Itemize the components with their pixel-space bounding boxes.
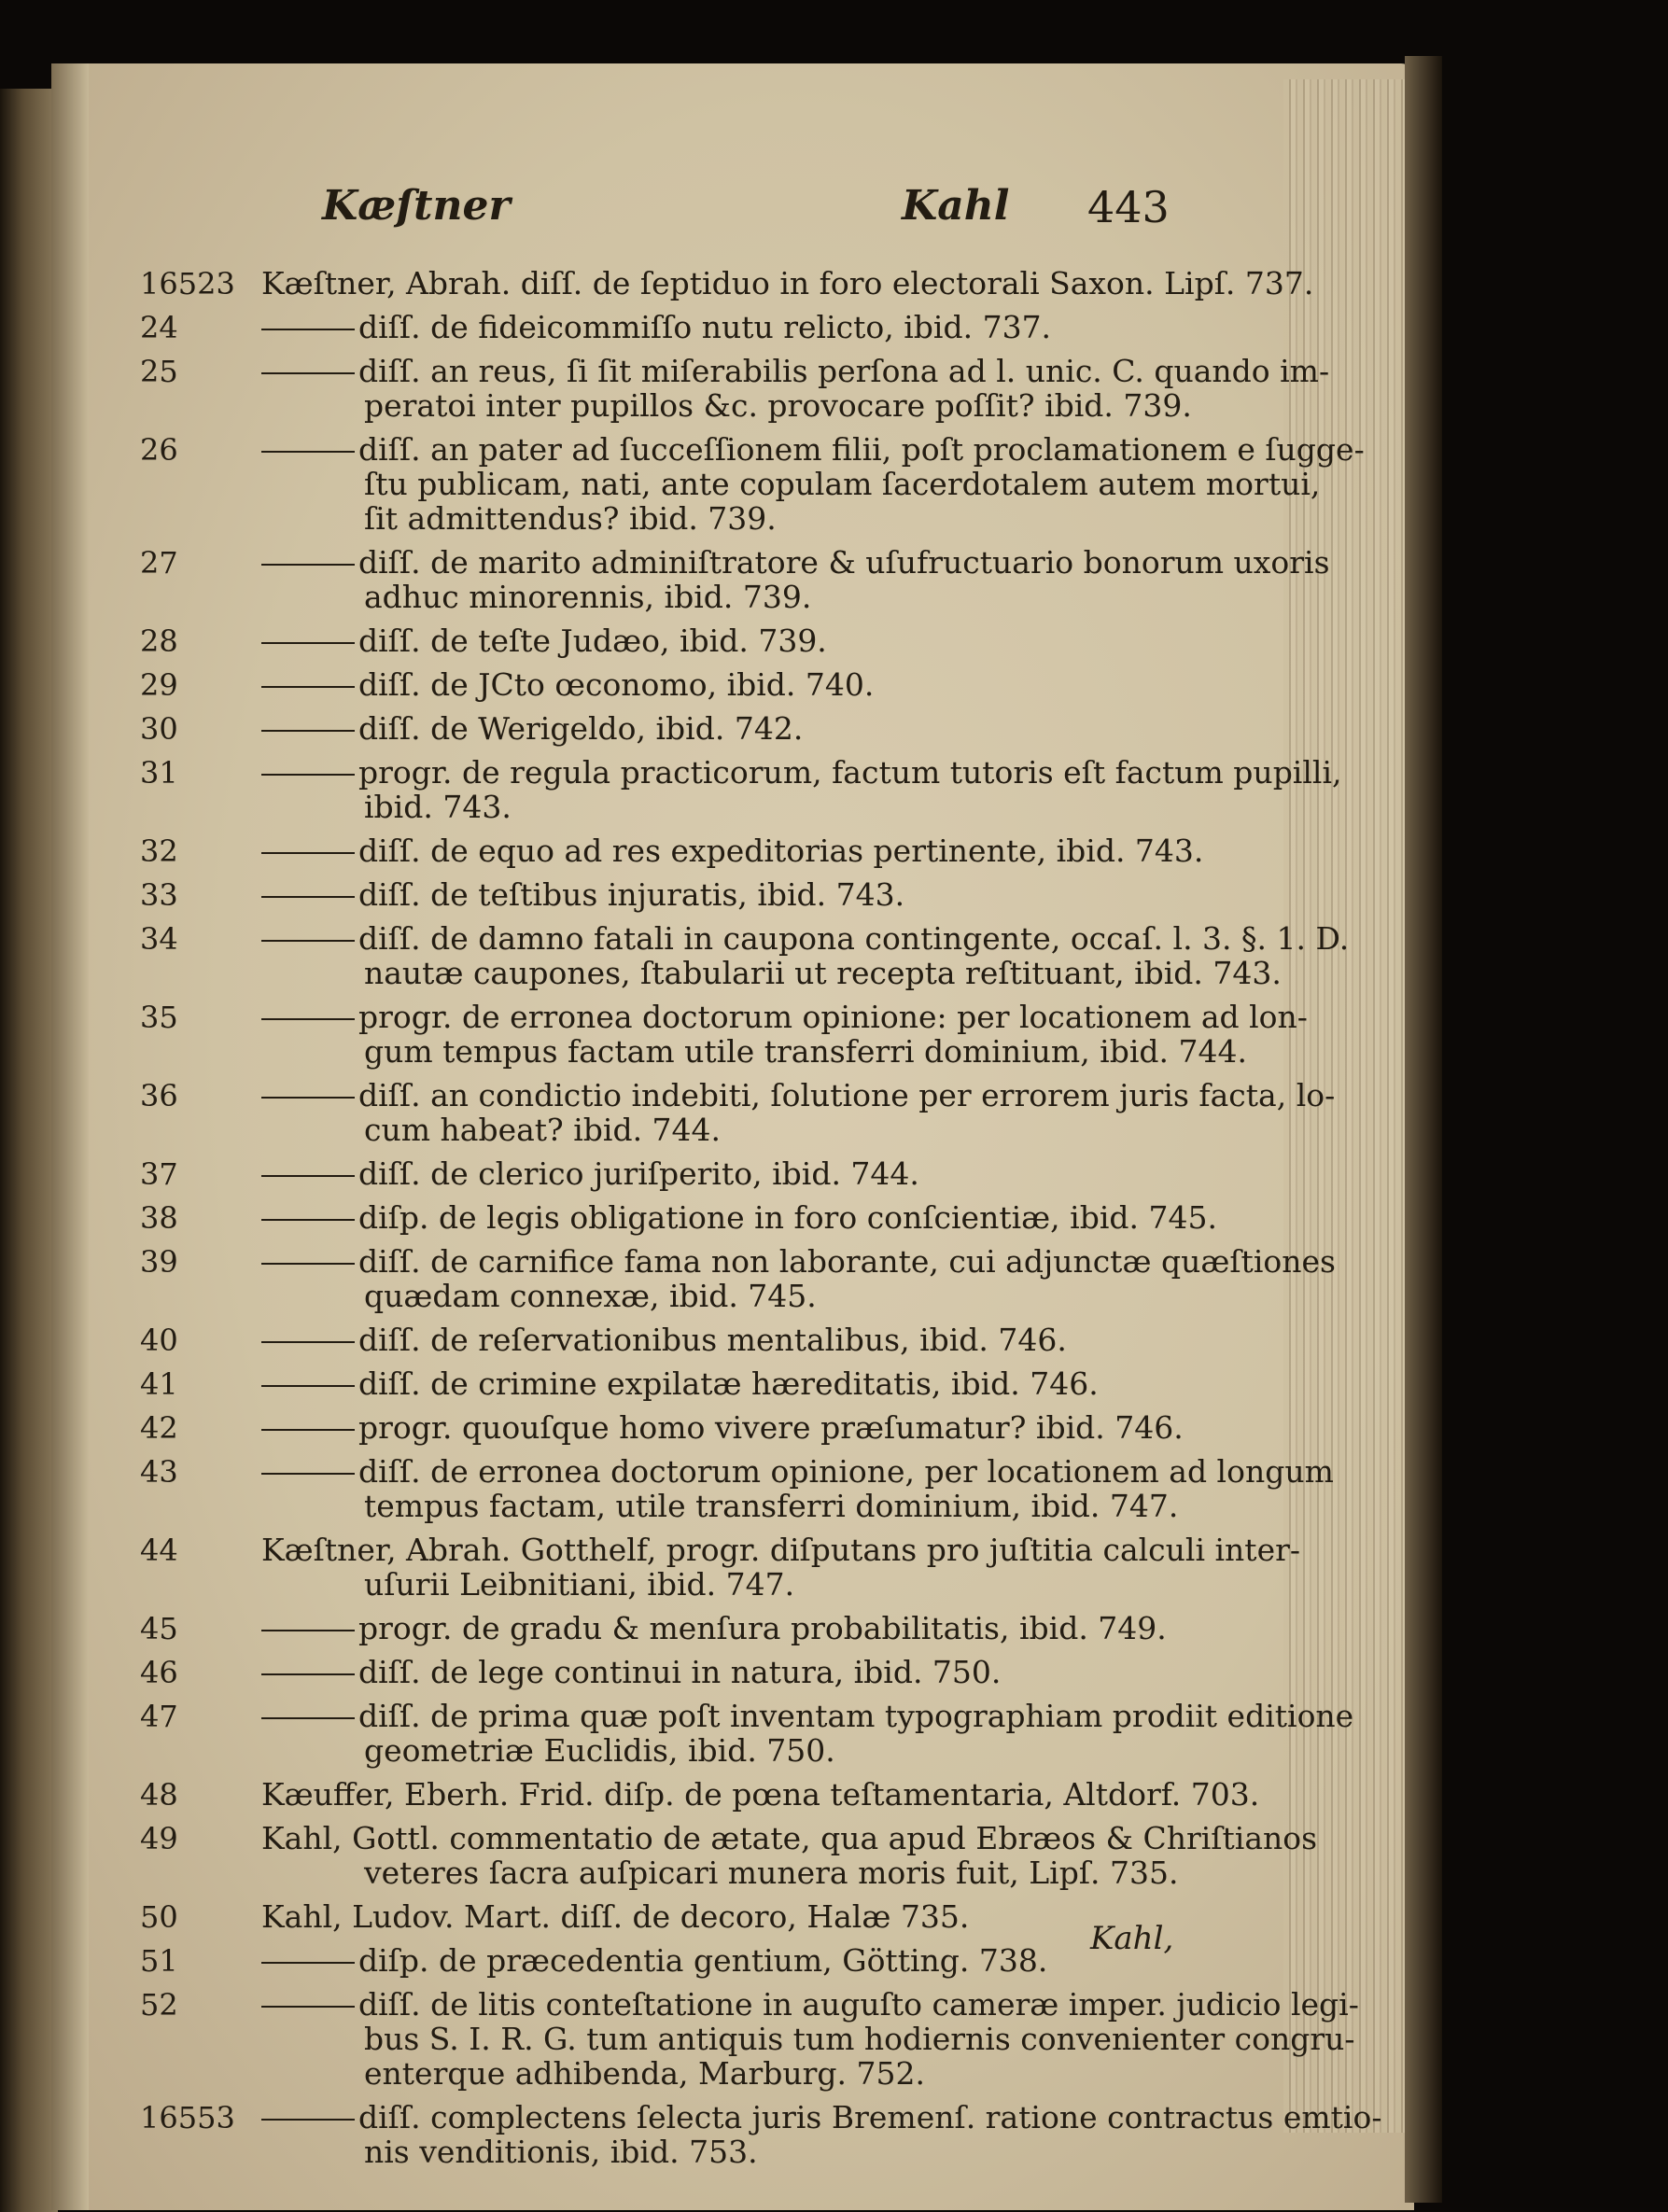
entry-line (261, 623, 827, 658)
entry-number: 30 (140, 711, 178, 747)
entry-line (261, 432, 1365, 467)
entry-text: Kahl, Gottl. commentatio de ætate, qua apud Ebræos & Chriſtianos (261, 1820, 1318, 1856)
entry-text: progr. de regula practicorum, factum tutoris eſt factum pupilli, (358, 754, 1342, 791)
entry-number: 41 (140, 1366, 178, 1402)
entry-line (261, 1943, 1047, 1978)
entry-text: uſurii Leibnitiani, ibid. 747. (364, 1566, 795, 1603)
entry-line (261, 1454, 1334, 1489)
entry-line (261, 1987, 1359, 2022)
ditto-dash (261, 1341, 355, 1343)
entry-line (261, 1899, 969, 1934)
entry-number: 25 (140, 354, 178, 389)
entry-line (261, 667, 874, 702)
ditto-dash (261, 730, 355, 732)
page-number: 443 (1087, 182, 1170, 232)
ditto-dash (261, 642, 355, 644)
entry-line (364, 956, 1282, 990)
entry-line (261, 1533, 1300, 1567)
entry-number: 37 (140, 1156, 178, 1192)
entry-text: diſſ. de damno fatali in caupona contingente, occaſ. l. 3. §. 1. D. (358, 920, 1350, 957)
ditto-dash (261, 940, 355, 942)
entry-line (364, 1034, 1247, 1069)
entry-number: 38 (140, 1200, 178, 1236)
entry-line (261, 1000, 1308, 1034)
book-edge-shadow (1405, 56, 1442, 2203)
ditto-dash (261, 686, 355, 688)
entry-text: diſp. de præcedentia gentium, Götting. 738. (358, 1942, 1048, 1979)
ditto-dash (261, 1175, 355, 1177)
ditto-dash (261, 1097, 355, 1099)
entry-line (364, 501, 777, 536)
entry-text: Kæſtner, Abrah. Gotthelf, progr. diſputans pro juſtitia calculi inter- (261, 1532, 1301, 1568)
entry-number: 29 (140, 667, 178, 703)
entry-text: diſſ. de teſtibus injuratis, ibid. 743. (358, 876, 905, 913)
entry-line (364, 2056, 925, 2091)
ditto-dash (261, 1630, 355, 1631)
entry-text: nis venditionis, ibid. 753. (364, 2134, 758, 2170)
entry-text: nautæ caupones, ſtabularii ut recepta reſtituant, ibid. 743. (364, 955, 1282, 991)
entry-line (261, 1410, 1184, 1445)
entry-line (261, 877, 904, 912)
ditto-dash (261, 1429, 355, 1431)
ditto-dash (261, 1962, 355, 1964)
entry-number: 28 (140, 623, 178, 659)
ditto-dash (261, 852, 355, 854)
entry-text: enterque adhibenda, Marburg. 752. (364, 2055, 926, 2092)
entry-number: 16523 (140, 266, 235, 301)
entry-line (261, 1821, 1317, 1855)
entry-number: 33 (140, 877, 178, 913)
entry-line (261, 711, 803, 746)
entry-line (261, 1611, 1167, 1645)
ditto-dash (261, 372, 355, 374)
entry-number: 50 (140, 1899, 178, 1935)
entry-text: diſp. de legis obligatione in foro conſcientiæ, ibid. 745. (358, 1199, 1217, 1236)
entry-number: 39 (140, 1244, 178, 1280)
entry-text: diſſ. an condictio indebiti, ſolutione per errorem juris facta, lo- (358, 1077, 1336, 1113)
entry-number: 48 (140, 1777, 178, 1813)
entry-line (364, 1733, 835, 1768)
entry-text: veteres ſacra auſpicari munera moris fuit, Lipſ. 735. (364, 1855, 1179, 1891)
entry-line (261, 833, 1203, 868)
entry-number: 26 (140, 432, 178, 468)
entry-line (261, 354, 1329, 388)
entry-number: 32 (140, 833, 178, 869)
entry-text: bus S. I. R. G. tum antiquis tum hodiernis convenienter congru- (364, 2021, 1355, 2057)
entry-line (364, 1113, 721, 1147)
entry-text: progr. de gradu & menſura probabilitatis, ibid. 749. (358, 1610, 1167, 1646)
entry-number: 31 (140, 755, 178, 791)
entry-number: 35 (140, 1000, 178, 1035)
entry-text: adhuc minorennis, ibid. 739. (364, 579, 812, 615)
ditto-dash (261, 1473, 355, 1475)
entry-text: diſſ. an pater ad ſucceſſionem filii, poſt proclamationem e ſugge- (358, 431, 1365, 468)
page-gutter (51, 63, 89, 2210)
running-head-middle: Kahl (902, 182, 1010, 230)
ditto-dash (261, 329, 355, 330)
ditto-dash (261, 1219, 355, 1221)
entry-line (261, 545, 1330, 580)
ditto-dash (261, 2119, 355, 2121)
entry-text: diſſ. de reſervationibus mentalibus, ibid. 746. (358, 1322, 1067, 1358)
entry-text: diſſ. de marito adminiſtratore & uſufructuario bonorum uxoris (358, 544, 1330, 581)
entry-number: 44 (140, 1533, 178, 1568)
entry-line (261, 266, 1313, 301)
entry-number: 51 (140, 1943, 178, 1979)
entry-line (261, 755, 1342, 790)
entry-text: ibid. 743. (364, 789, 512, 825)
entry-number: 34 (140, 921, 178, 957)
entry-line (261, 921, 1349, 956)
entry-line (364, 2135, 758, 2169)
entry-number: 24 (140, 310, 178, 345)
entry-line (261, 1699, 1353, 1733)
entry-line (261, 1156, 919, 1191)
ditto-dash (261, 1018, 355, 1020)
entry-text: Kæuffer, Eberh. Frid. diſp. de pœna teſtamentaria, Altdorf. 703. (261, 1776, 1260, 1813)
ditto-dash (261, 1263, 355, 1265)
entry-line (261, 1200, 1217, 1235)
entry-number: 43 (140, 1454, 178, 1490)
ditto-dash (261, 2006, 355, 2008)
running-head-left: Kæſtner (322, 182, 511, 230)
entry-text: quædam connexæ, ibid. 745. (364, 1278, 817, 1314)
entry-line (261, 1078, 1335, 1113)
entry-number: 40 (140, 1323, 178, 1358)
ditto-dash (261, 1385, 355, 1387)
entry-number: 42 (140, 1410, 178, 1446)
ditto-dash (261, 564, 355, 566)
entry-text: diſſ. de JCto œconomo, ibid. 740. (358, 666, 875, 703)
entry-line (364, 1489, 1178, 1523)
ditto-dash (261, 774, 355, 776)
entry-text: Kæſtner, Abrah. diſſ. de ſeptiduo in foro electorali Saxon. Lipſ. 737. (261, 265, 1314, 301)
entry-text: diſſ. de Werigeldo, ibid. 742. (358, 710, 804, 747)
entry-text: ſit admittendus? ibid. 739. (364, 500, 777, 537)
entry-line (261, 1366, 1099, 1401)
ditto-dash (261, 1717, 355, 1719)
entry-text: diſſ. de litis conteſtatione in auguſto cameræ imper. judicio legi- (358, 1986, 1359, 2023)
entry-number: 36 (140, 1078, 178, 1113)
entry-text: progr. de erronea doctorum opinione: per locationem ad lon- (358, 999, 1308, 1035)
entry-text: progr. quouſque homo vivere præſumatur? ibid. 746. (358, 1409, 1184, 1446)
entry-text: diſſ. de lege continui in natura, ibid. 750. (358, 1654, 1002, 1690)
entry-number: 46 (140, 1655, 178, 1690)
entry-line (364, 2022, 1355, 2056)
entry-text: diſſ. de carnifice fama non laborante, cui adjunctæ quæſtiones (358, 1243, 1336, 1280)
entry-line (261, 2100, 1381, 2135)
facing-page-edge (0, 89, 58, 2212)
entry-text: gum tempus factam utile transferri dominium, ibid. 744. (364, 1033, 1247, 1070)
entry-line (364, 790, 512, 824)
entry-text: diſſ. de prima quæ poſt inventam typographiam prodiit editione (358, 1698, 1354, 1734)
entry-text: geometriæ Euclidis, ibid. 750. (364, 1732, 835, 1769)
catchword: Kahl, (1090, 1920, 1174, 1957)
entry-text: diſſ. de fideicommiſſo nutu relicto, ibid. 737. (358, 309, 1052, 345)
entry-text: diſſ. an reus, ſi ſit miſerabilis perſona ad l. unic. C. quando im- (358, 353, 1330, 389)
entry-line (261, 1244, 1336, 1279)
entry-number: 49 (140, 1821, 178, 1856)
entry-line (364, 388, 1192, 423)
entry-text: diſſ. complectens ſelecta juris Bremenſ. ratione contractus emtio- (358, 2099, 1382, 2135)
entry-number: 52 (140, 1987, 178, 2023)
entry-text: diſſ. de erronea doctorum opinione, per locationem ad longum (358, 1453, 1334, 1490)
entry-line (261, 1655, 1001, 1689)
entry-line (364, 467, 1320, 501)
entry-number: 47 (140, 1699, 178, 1734)
entry-line (261, 1323, 1067, 1357)
ditto-dash (261, 1673, 355, 1675)
ditto-dash (261, 896, 355, 898)
entry-line (364, 580, 811, 614)
entry-line (364, 1279, 817, 1313)
entry-number: 45 (140, 1611, 178, 1646)
ditto-dash (261, 451, 355, 453)
entry-text: diſſ. de teſte Judæo, ibid. 739. (358, 623, 827, 659)
entry-text: diſſ. de clerico juriſperito, ibid. 744. (358, 1155, 919, 1192)
entry-text: tempus factam, utile transferri dominium, ibid. 747. (364, 1488, 1179, 1524)
entry-text: diſſ. de equo ad res expeditorias pertinente, ibid. 743. (358, 833, 1204, 869)
entry-line (261, 1777, 1259, 1812)
entry-text: peratoi inter pupillos &c. provocare poſſit? ibid. 739. (364, 387, 1192, 424)
entry-text: ſtu publicam, nati, ante copulam ſacerdotalem autem mortui, (364, 466, 1321, 502)
entry-number: 27 (140, 545, 178, 581)
entry-text: cum habeat? ibid. 744. (364, 1112, 722, 1148)
entry-line (364, 1567, 794, 1602)
entry-text: Kahl, Ludov. Mart. diſſ. de decoro, Halæ 735. (261, 1898, 970, 1935)
entry-text: diſſ. de crimine expilatæ hæreditatis, ibid. 746. (358, 1365, 1099, 1402)
entry-line (261, 310, 1051, 344)
entry-line (364, 1855, 1179, 1890)
entry-number: 16553 (140, 2100, 235, 2135)
